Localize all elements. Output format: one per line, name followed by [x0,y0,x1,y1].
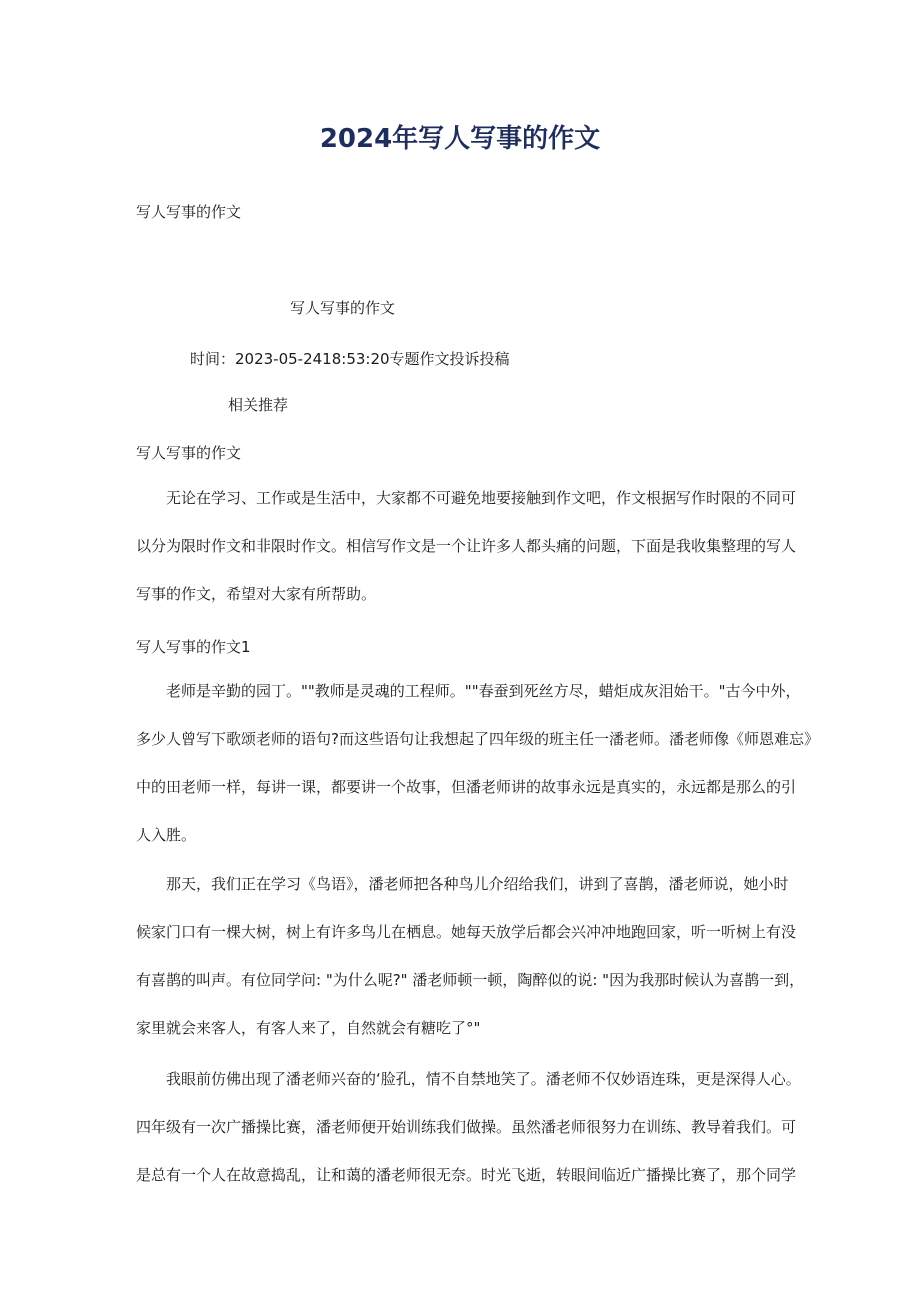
intro-paragraph [136,474,797,618]
paragraph-line: 中的田老师一样，每讲一课，都要讲一个故事，但潘老师讲的故事永远是真实的，永远都是那么的引 [136,778,797,796]
paragraph-line: 我眼前仿佛出现了潘老师兴奋的‘脸孔，情不自禁地笑了。潘老师不仅妙语连珠，更是深得人心。 [166,1070,801,1088]
paragraph-2 [136,860,805,1052]
paragraph-line: 家里就会来客人，有客人来了，自然就会有糖吃了°" [136,1019,481,1037]
paragraph-line: 是总有一个人在故意捣乱，让和蔼的潘老师很无奈。时光飞逝，转眼间临近广播操比赛了，那个同学 [136,1166,797,1184]
paragraph-line: 四年级有一次广播操比赛，潘老师便开始训练我们做操。虽然潘老师很努力在训练、教导着我们。可 [136,1118,797,1136]
article-title: 写人写事的作文 [290,299,396,317]
paragraph-line: 老师是辛勤的园丁。""教师是灵魂的工程师。""春蚕到死丝方尽，蜡炬成灰泪始干。"古今中外， [166,682,801,700]
essay1-heading: 写人写事的作文1 [136,638,251,656]
paragraph-1 [136,667,819,859]
paragraph-line: 有喜鹊的叫声。有位同学问: "为什么呢?" 潘老师顿一顿，陶醉似的说: "因为我那时候认为喜鹊一到， [136,971,805,989]
intro-line: 以分为限时作文和非限时作文。相信写作文是一个让许多人都头痛的问题，下面是我收集整理的写人 [136,537,797,555]
meta-line: 时间：2023-05-2418:53:20专题作文投诉投稿 [190,350,510,368]
related-recommendations: 相关推荐 [228,396,289,414]
paragraph-line: 候家门口有一棵大树，树上有许多鸟儿在栖息。她每天放学后都会兴冲冲地跑回家，听一听树上有没 [136,923,797,941]
paragraph-3 [136,1055,801,1199]
paragraph-line: 那天，我们正在学习《鸟语》，潘老师把各种鸟儿介绍给我们，讲到了喜鹊，潘老师说，她小时 [166,875,789,893]
paragraph-line: 多少人曾写下歌颂老师的语句?而这些语句让我想起了四年级的班主任一潘老师。潘老师像《师恩难忘》 [136,730,819,748]
intro-line: 无论在学习、工作或是生活中，大家都不可避免地要接触到作文吧，作文根据写作时限的不同可 [166,489,797,507]
intro-line: 写事的作文，希望对大家有所帮助。 [136,585,377,603]
paragraph-line: 人入胜。 [136,826,197,844]
document-title: 2024年写人写事的作文 [319,124,601,154]
subtitle: 写人写事的作文 [136,203,242,221]
section-heading: 写人写事的作文 [136,444,242,462]
